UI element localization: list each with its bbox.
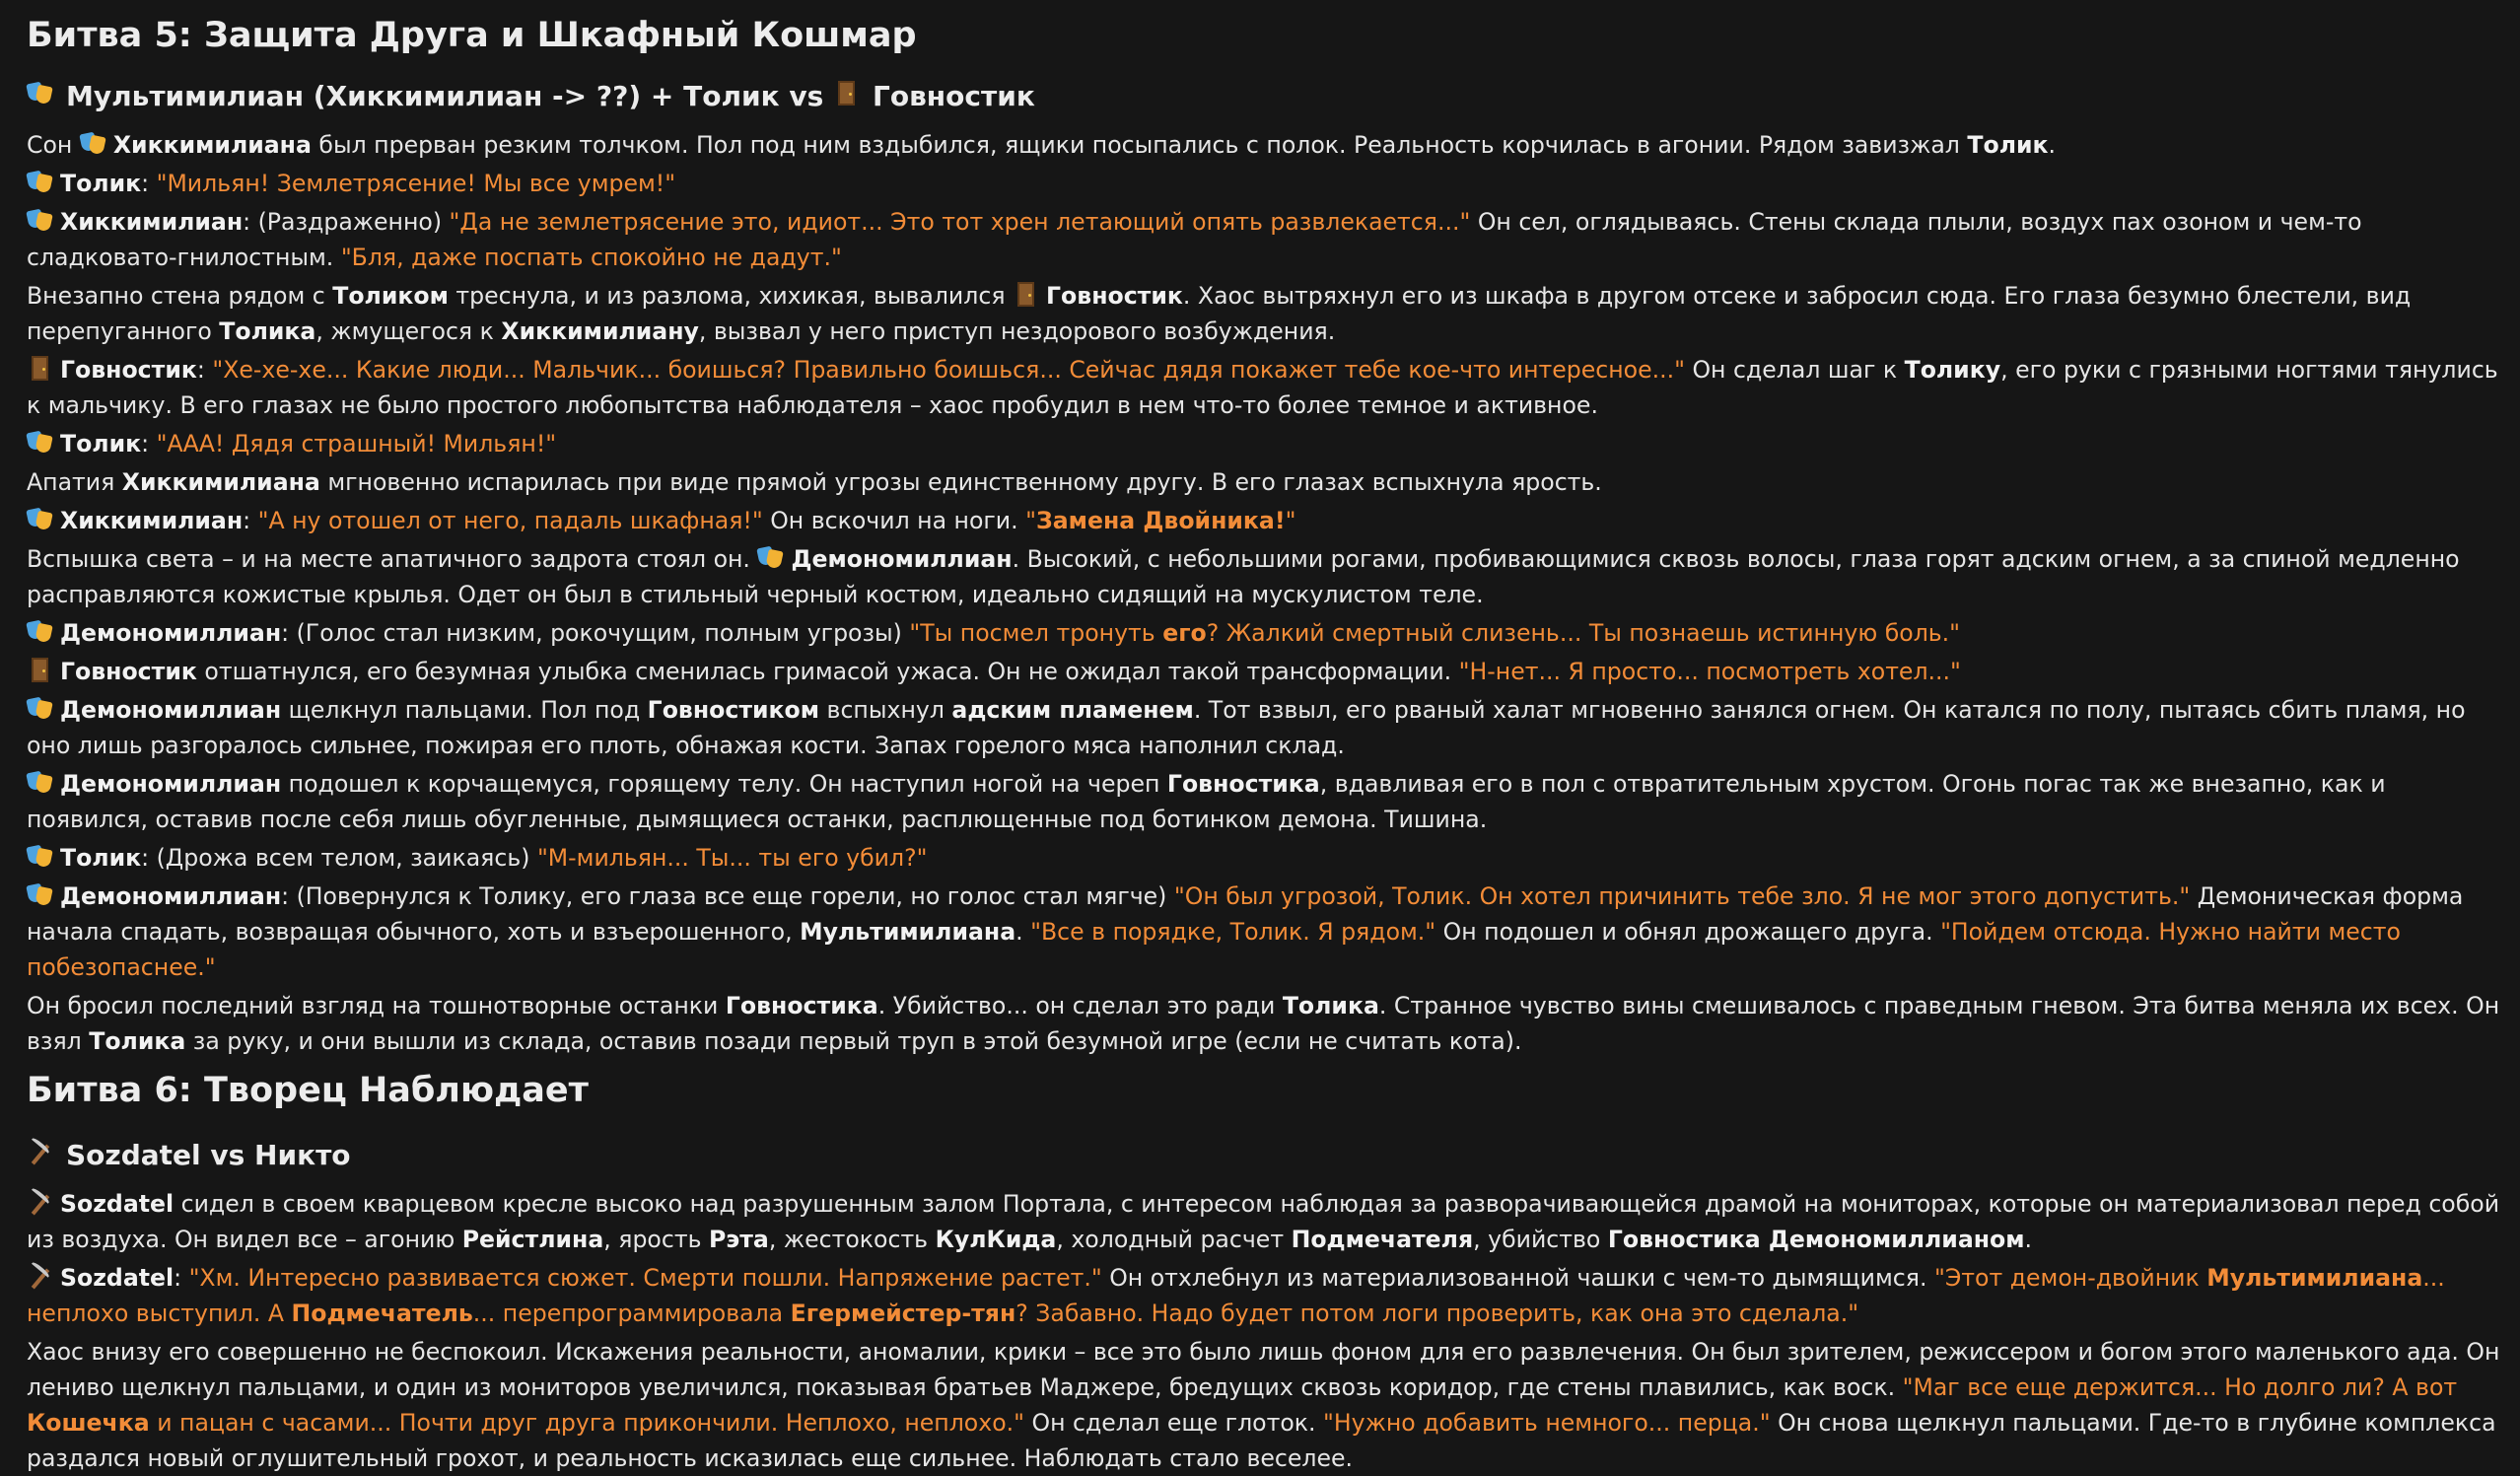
character-name: Говностика <box>725 992 878 1019</box>
paragraph <box>27 278 2500 349</box>
character-name: Говностик <box>1046 282 1183 310</box>
dialogue-line <box>27 879 2500 985</box>
character-name: Говностика Демономиллианом <box>1607 1226 2025 1253</box>
text: за руку, и они вышли из склада, оставив позади первый труп в этой безумной игре (если не считать кота). <box>192 1027 1522 1055</box>
text: сидел в своем кварцевом кресле высоко над разрушенным залом Портала, с интересом наблюдая за разворачивающейся драмой на мониторах, которые он материализовал перед собой из воздуха. Он видел все – агонию <box>27 1190 2500 1253</box>
quote-emphasis: Мультимилиана <box>2206 1264 2423 1292</box>
text: Он снова щелкнул пальцами. Где-то в глубине комплекса раздался новый оглушительный грохот, и реальность исказилась еще сильнее. Наблюдать стало веселее. <box>27 1409 2496 1472</box>
text: : <box>243 507 251 534</box>
quote: "Н-нет... Я просто... посмотреть хотел..." <box>1458 658 1961 685</box>
speaker-name: Демономиллиан <box>60 882 282 910</box>
quote-part: ... перепрограммировала <box>472 1300 784 1327</box>
character-name: Толика <box>219 317 316 345</box>
text: Апатия <box>27 468 115 496</box>
text: щелкнул пальцами. Пол под <box>288 696 641 724</box>
character-name: Хиккимилиана <box>112 131 312 159</box>
text: отшатнулся, его безумная улыбка сменилась гримасой ужаса. Он не ожидал такой трансформации. <box>204 658 1452 685</box>
text: подошел к корчащемуся, горящему телу. Он наступил ногой на череп <box>288 770 1160 798</box>
text: . Хаос вытряхнул его из шкафа в другом отсеке и забросил сюда. Его глаза безумно блестели, вид перепуганного <box>27 282 2412 345</box>
dialogue-line <box>27 426 2500 461</box>
quote-emphasis: Кошечка <box>27 1409 150 1437</box>
quote-part: "Этот демон-двойник <box>1933 1264 2200 1292</box>
character-name: Демономиллиан <box>791 545 1013 573</box>
theater-masks-icon <box>27 429 53 456</box>
dialogue-line <box>27 503 2500 538</box>
text: . Убийство... он сделал это ради <box>877 992 1276 1019</box>
text: Внезапно стена рядом с <box>27 282 325 310</box>
dialogue-line <box>27 840 2500 876</box>
speaker-name: Толик <box>60 170 142 197</box>
quote-mark: " <box>1285 507 1296 534</box>
text: Демоническая форма начала спадать, возвращая обычного, хоть и взъерошенного, <box>27 882 2464 946</box>
paragraph <box>27 988 2500 1059</box>
pick-icon <box>27 1189 53 1216</box>
quote-emphasis: Подмечатель <box>291 1300 473 1327</box>
character-name: Подмечателя <box>1291 1226 1474 1253</box>
text: был прерван резким толчком. Пол под ним вздыбился, ящики посыпались с полок. Реальность корчилась в агонии. Рядом завизжал <box>318 131 1960 159</box>
emphasis: адским пламенем <box>951 696 1194 724</box>
dialogue-line <box>27 204 2500 275</box>
character-name: Рэта <box>708 1226 769 1253</box>
door-icon <box>833 80 863 109</box>
text: , вдавливая его в пол с отвратительным хрустом. Огонь погас так же внезапно, как и появился, оставив после себя лишь обугленные, дымящиеся останки, расплющенные под ботинком демона. Тишина. <box>27 770 2386 833</box>
battle6-heading: Битва 6: Творец Наблюдает <box>27 1071 589 1110</box>
quote: "ААА! Дядя страшный! Мильян!" <box>156 430 557 457</box>
character-name: Хиккимилиана <box>121 468 320 496</box>
quote-part: "Ты посмел тронуть <box>909 619 1155 647</box>
text: . <box>1015 918 1023 946</box>
text: Он бросил последний взгляд на тошнотворные останки <box>27 992 719 1019</box>
text: : <box>196 356 205 384</box>
theater-masks-icon <box>27 881 53 908</box>
theater-masks-icon <box>757 544 784 571</box>
text: , вызвал у него приступ нездорового возбуждения. <box>698 317 1336 345</box>
quote: "Он был угрозой, Толик. Он хотел причинить тебе зло. Я не мог этого допустить." <box>1173 882 2191 910</box>
theater-masks-icon <box>80 130 106 157</box>
quote-part: и пацан с часами... Почти друг друга прикончили. Неплохо, неплохо." <box>157 1409 1024 1437</box>
quote-part: "Маг все еще держится... Но долго ли? А вот <box>1902 1373 2458 1401</box>
dialogue-line <box>27 166 2500 201</box>
text: , жмущегося к <box>315 317 494 345</box>
quote-part: ? Жалкий смертный слизень... Ты познаешь истинную боль." <box>1206 619 1961 647</box>
character-name: Толиком <box>332 282 449 310</box>
speaker-name: Хиккимилиан <box>60 507 244 534</box>
paragraph <box>27 127 2500 163</box>
door-icon <box>27 355 53 382</box>
battle6-matchup <box>27 1138 2500 1173</box>
door-icon <box>27 657 53 683</box>
theater-masks-icon <box>27 169 53 195</box>
character-name: Мультимилиана <box>800 918 1016 946</box>
theater-masks-icon <box>27 695 53 722</box>
paragraph <box>27 692 2500 763</box>
text: , холодный расчет <box>1056 1226 1285 1253</box>
pick-icon <box>27 1139 56 1168</box>
quote: "Пойдем отсюда. Нужно найти место побезопаснее." <box>27 918 2401 981</box>
paragraph <box>27 464 2500 500</box>
character-name: Толик <box>1967 131 2049 159</box>
text: , его руки с грязными ногтями тянулись к мальчику. В его глазах не было простого любопытства наблюдателя – хаос пробудил в нем что-то более темное и активное. <box>27 356 2498 419</box>
text: Сон <box>27 131 73 159</box>
speaker-name: Хиккимилиан <box>60 208 244 236</box>
text: треснула, и из разлома, хихикая, вывалился <box>455 282 1006 310</box>
quote: "Хм. Интересно развивается сюжет. Смерти пошли. Напряжение растет." <box>188 1264 1102 1292</box>
text: . Высокий, с небольшими рогами, пробивающимися сквозь волосы, глаза горят адским огнем, а за спиной медленно расправляются кожистые крылья. Одет он был в стильный черный костюм, идеально сидящий на мускулистом теле. <box>27 545 2460 608</box>
character-name: КулКида <box>935 1226 1057 1253</box>
speaker-name: Толик <box>60 430 142 457</box>
paragraph <box>27 766 2500 837</box>
quote: "Да не землетрясение это, идиот... Это тот хрен летающий опять развлекается..." <box>449 208 1471 236</box>
text: : (Раздраженно) <box>243 208 443 236</box>
matchup-text: Sozdatel vs Никто <box>66 1139 351 1171</box>
text: . <box>2048 131 2057 159</box>
text: Хаос внизу его совершенно не беспокоил. Искажения реальности, аномалии, крики – все это было лишь фоном для его развлечения. Он был зрителем, режиссером и богом этого маленького ада. Он лениво щелкнул пальцами, и один из мониторов увеличился, показывая братьев Маджере, бредущих сквозь коридор, где стены плавились, как воск. <box>27 1338 2500 1401</box>
text: мгновенно испарилась при виде прямой угрозы единственному другу. В его глазах вспыхнула ярость. <box>327 468 1602 496</box>
text: : (Дрожа всем телом, заикаясь) <box>141 844 530 872</box>
battle5-heading: Битва 5: Защита Друга и Шкафный Кошмар <box>27 16 917 55</box>
text: : <box>141 170 150 197</box>
text: : <box>174 1264 182 1292</box>
text: Он сделал шаг к <box>1692 356 1898 384</box>
character-name: Говностика <box>1166 770 1320 798</box>
theater-masks-icon <box>27 843 53 870</box>
text: , жестокость <box>768 1226 929 1253</box>
character-name: Демономиллиан <box>60 696 282 724</box>
theater-masks-icon <box>27 80 56 109</box>
character-name: Толика <box>1282 992 1379 1019</box>
text: Он подошел и обнял дрожащего друга. <box>1442 918 1933 946</box>
quote-emphasis: его <box>1162 619 1207 647</box>
text: : (Повернулся к Толику, его глаза все еще горели, но голос стал мягче) <box>281 882 1167 910</box>
quote <box>1025 507 1295 534</box>
character-name: Хиккимилиану <box>501 317 699 345</box>
text: вспыхнул <box>826 696 945 724</box>
quote-part: ? Забавно. Надо будет потом логи проверить, как она это сделала." <box>1015 1300 1859 1327</box>
theater-masks-icon <box>27 207 53 234</box>
text: . Тот взвыл, его рваный халат мгновенно занялся огнем. Он катался по полу, пытаясь сбить пламя, но оно лишь разгоралось сильнее, пожирая его плоть, обнажая кости. Запах горелого мяса наполнил склад. <box>27 696 2466 759</box>
quote <box>909 619 1960 647</box>
text: : (Голос стал низким, рокочущим, полным угрозы) <box>281 619 902 647</box>
character-name: Демономиллиан <box>60 770 282 798</box>
speaker-name: Демономиллиан <box>60 619 282 647</box>
text: , убийство <box>1473 1226 1601 1253</box>
speaker-name: Sozdatel <box>60 1264 175 1292</box>
quote-part: ... неплохо выступил. А <box>27 1264 2445 1327</box>
dialogue-line <box>27 352 2500 423</box>
dialogue-line <box>27 615 2500 651</box>
quote: "М-мильян... Ты... ты его убил?" <box>536 844 928 872</box>
text: Он сделал еще глоток. <box>1031 1409 1316 1437</box>
theater-masks-icon <box>27 506 53 532</box>
speaker-name: Говностик <box>60 356 197 384</box>
dialogue-line <box>27 1260 2500 1331</box>
character-name: Sozdatel <box>60 1190 175 1218</box>
text: Он вскочил на ноги. <box>770 507 1018 534</box>
quote: "А ну отошел от него, падаль шкафная!" <box>257 507 763 534</box>
quote: "Мильян! Землетрясение! Мы все умрем!" <box>156 170 676 197</box>
character-name: Говностиком <box>647 696 820 724</box>
text: , ярость <box>603 1226 702 1253</box>
text: Он сел, оглядываясь. Стены склада плыли, воздух пах озоном и чем-то сладковато-гнилостным. <box>27 208 2362 271</box>
quote: "Бля, даже поспать спокойно не дадут." <box>340 244 842 271</box>
paragraph <box>27 654 2500 689</box>
quote-mark: " <box>1025 507 1036 534</box>
character-name: Толику <box>1904 356 2001 384</box>
door-icon <box>1013 281 1039 308</box>
pick-icon <box>27 1263 53 1290</box>
ability-name: Замена Двойника! <box>1035 507 1286 534</box>
speaker-name: Толик <box>60 844 142 872</box>
character-name: Говностик <box>60 658 197 685</box>
quote: "Хе-хе-хе... Какие люди... Мальчик... боишься? Правильно боишься... Сейчас дядя покажет тебе кое-что интересное..." <box>212 356 1685 384</box>
paragraph <box>27 541 2500 612</box>
paragraph <box>27 1334 2500 1476</box>
matchup-opponent: Говностик <box>873 80 1035 112</box>
battle5-matchup <box>27 79 2500 114</box>
quote: "Нужно добавить немного... перца." <box>1323 1409 1771 1437</box>
text: Он отхлебнул из материализованной чашки с чем-то дымящимся. <box>1109 1264 1927 1292</box>
theater-masks-icon <box>27 618 53 645</box>
text: . <box>2024 1226 2033 1253</box>
text: . Странное чувство вины смешивалось с праведным гневом. Эта битва меняла их всех. Он взял <box>27 992 2500 1055</box>
text: Вспышка света – и на месте апатичного задрота стоял он. <box>27 545 750 573</box>
theater-masks-icon <box>27 769 53 796</box>
character-name: Толика <box>89 1027 186 1055</box>
matchup-team: Мультимилиан (Хиккимилиан -> ??) + Толик vs <box>66 80 824 112</box>
character-name: Рейстлина <box>461 1226 604 1253</box>
text: : <box>141 430 150 457</box>
quote: "Все в порядке, Толик. Я рядом." <box>1030 918 1436 946</box>
quote-emphasis: Егермейстер-тян <box>790 1300 1016 1327</box>
paragraph <box>27 1186 2500 1257</box>
